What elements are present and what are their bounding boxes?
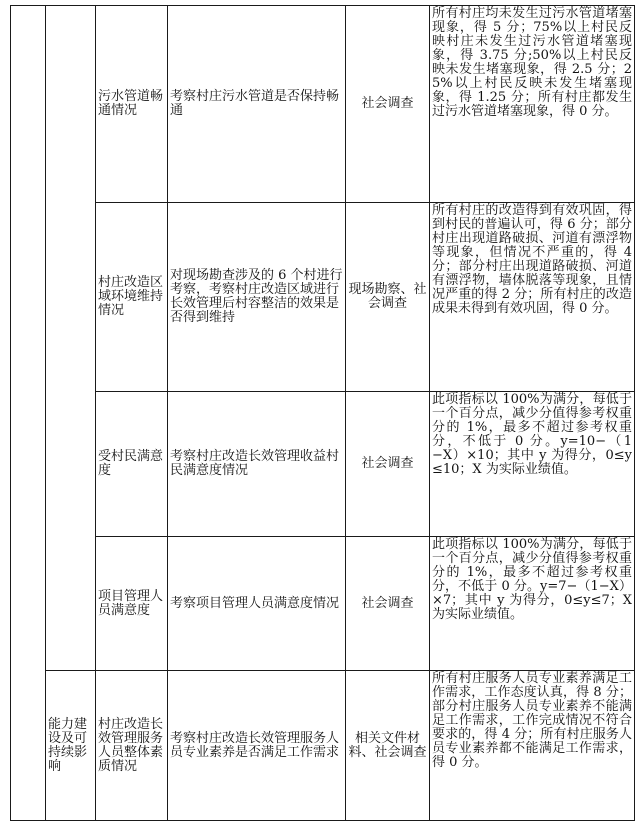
scoring-standard-cell: 所有村庄的改造得到有效巩固，得到村民的普遍认可，得 6 分；部分村庄出现道路破损、河道有漂浮物等现象，但情况不严重的，得 4 分；部分村庄出现道路破损、河道有漂浮物，墙体脱落等现象，且情况严重的得 2 分；所有村庄的改造成果未得到有效巩固，得 0 分。	[430, 203, 635, 392]
table-row	[11, 671, 635, 821]
content-cell: 考察村庄改造长效管理服务人员专业素养是否满足工作需求	[168, 671, 346, 821]
method-cell: 相关文件材料、社会调查	[346, 671, 430, 821]
content-cell: 考察项目管理人员满意度情况	[168, 537, 346, 671]
table-row	[11, 203, 635, 392]
content-cell: 考察村庄改造长效管理收益村民满意度情况	[168, 392, 346, 537]
method-cell: 社会调查	[346, 537, 430, 671]
evaluation-indicator-table	[10, 5, 635, 821]
method-cell: 现场勘察、社会调查	[346, 203, 430, 392]
table-row	[11, 537, 635, 671]
content-cell: 对现场勘查涉及的 6 个村进行考察，考察村庄改造区域进行长效管理后村容整洁的效果是否得到维持	[168, 203, 346, 392]
scoring-standard-cell: 所有村庄均未发生过污水管道堵塞现象，得 5 分；75%以上村民反映村庄未发生过污水管道堵塞现象，得 3.75 分;50%以上村民反映未发生堵塞现象，得 2.5 分；25%以上村民反映未发生堵塞现象，得 1.25 分；所有村庄都发生过污水管道堵塞现象，得 0 分。	[430, 6, 635, 203]
scoring-standard-cell: 此项指标以 100%为满分，每低于一个百分点，减少分值得参考权重分的 1%，最多不超过参考权重分，不低于 0 分。y=10−（1−X）×10；其中 y 为得分，0≤y≤10；X 为实际业绩值。	[430, 392, 635, 537]
first-level-indicator-cell	[11, 6, 46, 821]
dimension-capability-cell: 能力建设及可持续影响	[46, 671, 96, 821]
indicator-cell: 污水管道畅通情况	[96, 6, 168, 203]
indicator-cell: 村庄改造区域环境维持情况	[96, 203, 168, 392]
table-row	[11, 392, 635, 537]
scoring-standard-cell: 此项指标以 100%为满分，每低于一个百分点，减少分值得参考权重分的 1%，最多不超过参考权重分，不低于 0 分。y=7−（1−X）×7；其中 y 为得分，0≤y≤7；X 为实际业绩值。	[430, 537, 635, 671]
scoring-standard-cell: 所有村庄服务人员专业素养满足工作需求，工作态度认真，得 8 分；部分村庄服务人员专业素养不能满足工作需求，工作完成情况不符合要求的，得 4 分；所有村庄服务人员专业素养都不能满足工作需求，得 0 分。	[430, 671, 635, 821]
table-row	[11, 6, 635, 203]
method-cell: 社会调查	[346, 392, 430, 537]
content-cell: 考察村庄污水管道是否保持畅通	[168, 6, 346, 203]
indicator-cell: 村庄改造长效管理服务人员整体素质情况	[96, 671, 168, 821]
method-cell: 社会调查	[346, 6, 430, 203]
indicator-cell: 受村民满意度	[96, 392, 168, 537]
indicator-cell: 项目管理人员满意度	[96, 537, 168, 671]
second-level-indicator-cell	[46, 6, 96, 671]
